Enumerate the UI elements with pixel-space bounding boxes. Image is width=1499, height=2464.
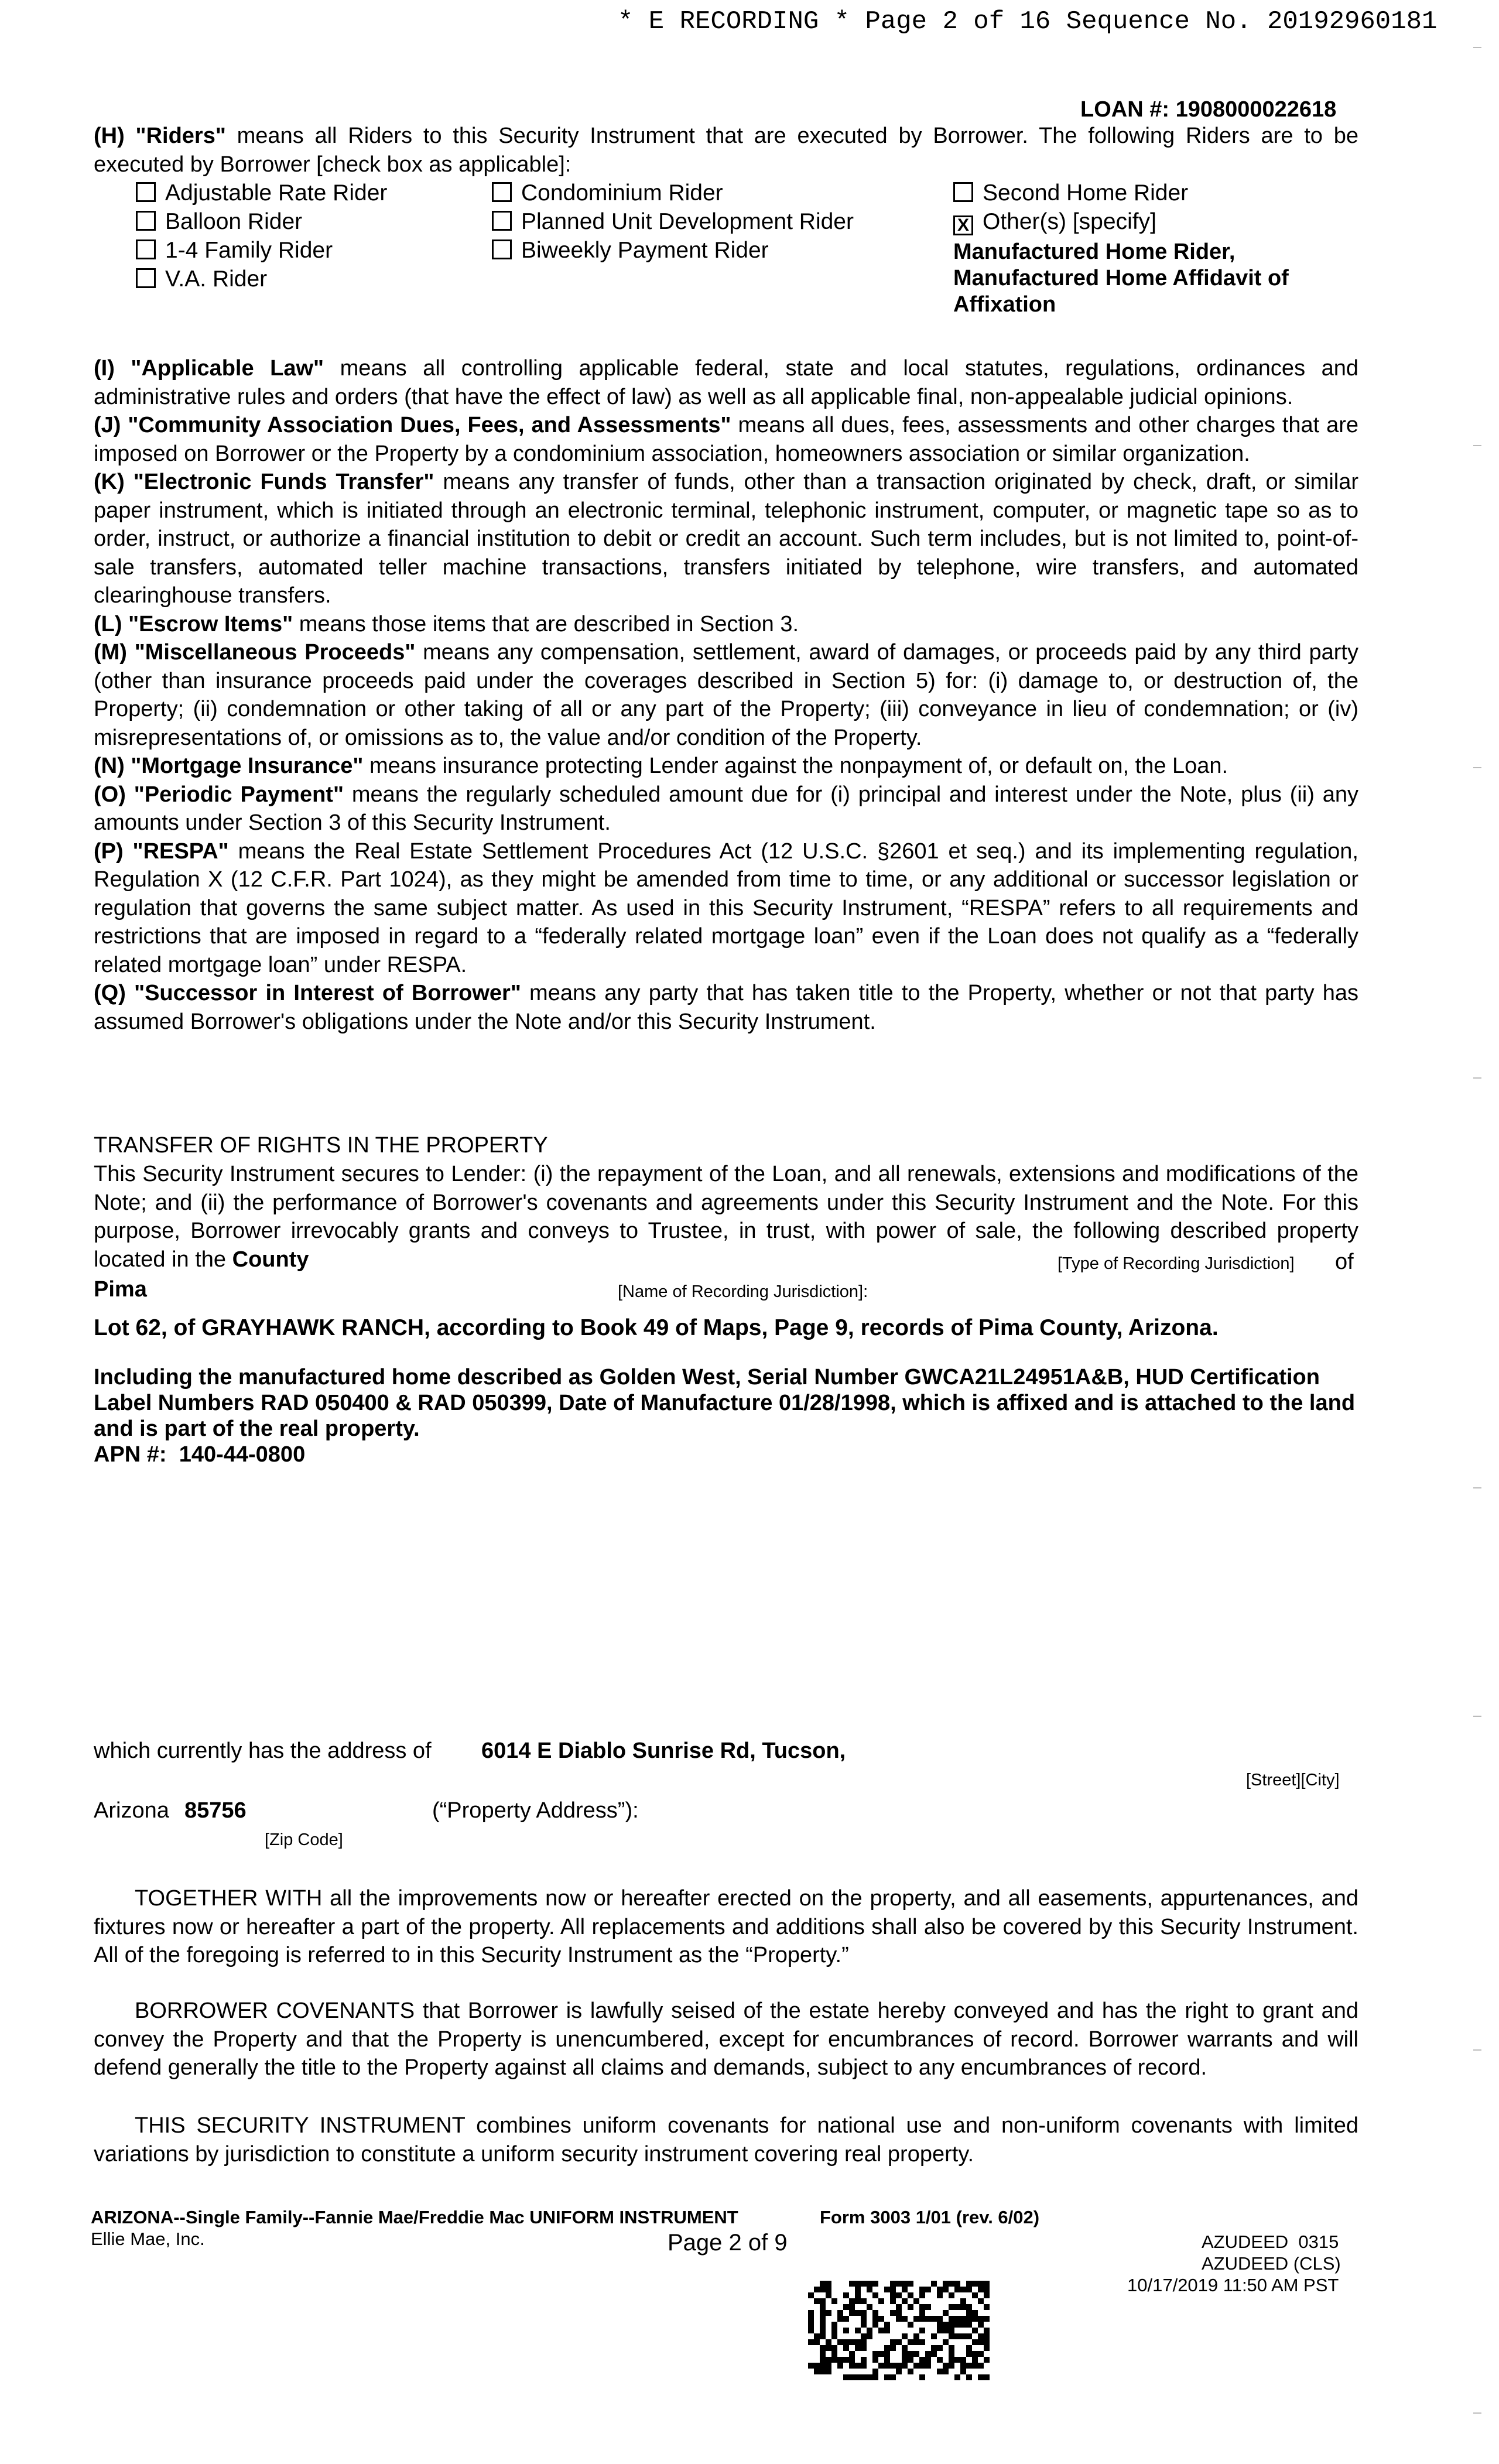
definition-periodic-payment: (O) "Periodic Payment" means the regularly scheduled amount due for (i) principal and interest under the Note, plus (ii) any amounts under Section 3 of this Security Instrument. — [94, 782, 1359, 835]
rider-label: Adjustable Rate Rider — [165, 180, 388, 206]
riders-letter: (H) — [94, 124, 125, 148]
rider-adjustable-rate[interactable] — [136, 180, 387, 206]
address-zip-label: [Zip Code] — [265, 1830, 343, 1849]
legal-manufactured-home: Including the manufactured home described as Golden West, Serial Number GWCA21L24951A&B, HUD Certification Label Numbers RAD 050400 & RAD 050399, Date of Manufacture 01/28/1998, which is affixed and is attached to the land and is part of the real property. — [94, 1365, 1356, 1441]
definition-electronic-funds-transfer: (K) "Electronic Funds Transfer" means any transfer of funds, other than a transaction originated by check, draft, or similar paper instrument, which is initiated through an electronic terminal, telephonic instrument, computer, or magnetic tape so as to order, instruct, or authorize a financial institution to debit or credit an account. Such term includes, but is not limited to, point-of-sale transfers, automated teller machine transactions, transfers initiated by telephone, wire transfers, and automated clearinghouse transfers. — [94, 470, 1358, 608]
other-riders-specified: Manufactured Home Rider, Manufactured Home Affidavit of Affixation — [953, 239, 1289, 317]
footer-timestamp: 10/17/2019 11:50 AM PST — [1127, 2275, 1339, 2295]
definition-escrow-items: (L) "Escrow Items" means those items that are described in Section 3. — [94, 611, 799, 636]
rider-label: Second Home Rider — [983, 180, 1189, 206]
checkbox-1-4-family[interactable] — [136, 239, 156, 259]
address-zip: 85756 — [184, 1798, 247, 1823]
property-address-label: (“Property Address”): — [432, 1798, 639, 1823]
rider-label: Balloon Rider — [165, 209, 303, 234]
rider-other[interactable] — [953, 209, 1156, 235]
definition-miscellaneous-proceeds: (M) "Miscellaneous Proceeds" means any compensation, settlement, award of damages, or proceeds paid by any third party (other than insurance proceeds paid under the coverages described in Section 5) for: (i) damage to, or destruction of, the Property; (ii) condemnation or other taking of all or any part of the Property; (iii) conveyance in lieu of condemnation; or (iv) misrepresentations of, or omissions as to, the value and/or condition of the Property. — [94, 640, 1358, 750]
rider-pud[interactable] — [492, 209, 854, 235]
checkbox-adjustable-rate[interactable] — [136, 182, 156, 202]
definition-association-dues: (J) "Community Association Dues, Fees, and Assessments" means all dues, fees, assessments and other charges that are imposed on Borrower or the Property by a condominium association, homeowners association or similar organization. — [94, 413, 1359, 466]
footer-code-2: AZUDEED (CLS) — [1202, 2253, 1341, 2274]
rider-label: Other(s) [specify] — [983, 209, 1156, 234]
rider-label: Biweekly Payment Rider — [521, 238, 769, 263]
rider-condominium[interactable] — [492, 180, 723, 206]
footer-vendor: Ellie Mae, Inc. — [91, 2229, 205, 2249]
transfer-heading: TRANSFER OF RIGHTS IN THE PROPERTY — [94, 1133, 548, 1158]
security-instrument-paragraph: THIS SECURITY INSTRUMENT combines uniform covenants for national use and non-uniform covenants with limited variations by jurisdiction to constitute a uniform security instrument covering real property. — [94, 2113, 1358, 2167]
borrower-covenants-paragraph: BORROWER COVENANTS that Borrower is lawfully seised of the estate hereby conveyed and has the right to grant and convey the Property and that the Property is unencumbered, except for encumbrances of record. Borrower warrants and will defend generally the title to the Property against all claims and demands, subject to any encumbrances of record. — [94, 1998, 1358, 2080]
definitions-list — [94, 354, 1358, 1036]
checkbox-other-checked[interactable]: X — [953, 215, 973, 235]
riders-definition — [94, 122, 1358, 179]
checkbox-condominium[interactable] — [492, 182, 512, 202]
jurisdiction-name-label: [Name of Recording Jurisdiction]: — [618, 1282, 868, 1301]
rider-label: Condominium Rider — [521, 180, 723, 206]
rider-biweekly[interactable] — [492, 238, 769, 263]
legal-apn: APN #: 140-44-0800 — [94, 1442, 306, 1467]
address-street-city: 6014 E Diablo Sunrise Rd, Tucson, — [481, 1739, 846, 1763]
loan-number — [1080, 97, 1336, 122]
rider-label: 1-4 Family Rider — [165, 238, 333, 263]
barcode-icon — [808, 2281, 990, 2383]
footer-code-1: AZUDEED 0315 — [1202, 2232, 1339, 2252]
recording-stamp: * E RECORDING * Page 2 of 16 Sequence No. 20192960181 — [618, 7, 1438, 36]
definition-applicable-law: (I) "Applicable Law" means all controlling applicable federal, state and local statutes, regulations, ordinances and administrative rules and orders (that have the effect of law) as well as all applicable final, non-appealable judicial opinions. — [94, 356, 1359, 409]
jurisdiction-type-label: [Type of Recording Jurisdiction] — [1057, 1254, 1295, 1273]
footer-form-title: ARIZONA--Single Family--Fannie Mae/Freddie Mac UNIFORM INSTRUMENT — [91, 2207, 738, 2227]
checkbox-va[interactable] — [136, 268, 156, 288]
checkbox-second-home[interactable] — [953, 182, 973, 202]
footer-form-number: Form 3003 1/01 (rev. 6/02) — [820, 2207, 1040, 2227]
transfer-body-text: This Security Instrument secures to Lender: (i) the repayment of the Loan, and all renewals, extensions and modifications of the Note; and (ii) the performance of Borrower's covenants and agreements under this Security Instrument and the Note. For this purpose, Borrower irrevocably grants and conveys to Trustee, in trust, with power of sale, the following described property located in the — [94, 1162, 1358, 1272]
checkbox-pud[interactable] — [492, 211, 512, 231]
loan-value: 1908000022618 — [1175, 97, 1337, 122]
footer-page: Page 2 of 9 — [668, 2230, 788, 2256]
checkbox-balloon[interactable] — [136, 211, 156, 231]
jurisdiction-of: of — [1335, 1250, 1354, 1274]
loan-label: LOAN #: — [1080, 97, 1169, 122]
rider-balloon[interactable] — [136, 209, 302, 235]
riders-intro: means all Riders to this Security Instrument that are executed by Borrower. The following Riders are to be executed by Borrower [check box as applicable]: — [94, 124, 1358, 177]
definition-respa: (P) "RESPA" means the Real Estate Settlement Procedures Act (12 U.S.C. §2601 et seq.) and its implementing regulation, Regulation X (12 C.F.R. Part 1024), as they might be amended from time to time, or any additional or successor legislation or regulation that governs the same subject matter. As used in this Security Instrument, “RESPA” refers to all requirements and restrictions that are imposed in regard to a “federally related mortgage loan” even if the Loan does not qualify as a “federally related mortgage loan” under RESPA. — [94, 839, 1358, 977]
riders-term: "Riders" — [135, 124, 226, 148]
address-street-city-label: [Street][City] — [1246, 1771, 1340, 1789]
together-with-paragraph: TOGETHER WITH all the improvements now or hereafter erected on the property, and all easements, appurtenances, and fixtures now or hereafter a part of the property. All replacements and additions shall also be covered by this Security Instrument. All of the foregoing is referred to in this Security Instrument as the “Property.” — [94, 1886, 1358, 1967]
definition-mortgage-insurance: (N) "Mortgage Insurance" means insurance protecting Lender against the nonpayment of, or default on, the Loan. — [94, 754, 1228, 778]
legal-lot: Lot 62, of GRAYHAWK RANCH, according to Book 49 of Maps, Page 9, records of Pima County, Arizona. — [94, 1315, 1219, 1340]
checkbox-biweekly[interactable] — [492, 239, 512, 259]
jurisdiction-name: Pima — [94, 1277, 147, 1302]
rider-label: Planned Unit Development Rider — [521, 209, 854, 234]
address-state: Arizona — [94, 1798, 169, 1823]
rider-va[interactable] — [136, 266, 267, 292]
rider-second-home[interactable] — [953, 180, 1188, 206]
rider-label: V.A. Rider — [165, 266, 268, 292]
address-intro: which currently has the address of — [94, 1739, 432, 1763]
rider-1-4-family[interactable] — [136, 238, 333, 263]
jurisdiction-type: County — [232, 1247, 309, 1272]
definition-successor-in-interest: (Q) "Successor in Interest of Borrower" means any party that has taken title to the Property, whether or not that party has assumed Borrower's obligations under the Note and/or this Security Instrument. — [94, 981, 1359, 1034]
